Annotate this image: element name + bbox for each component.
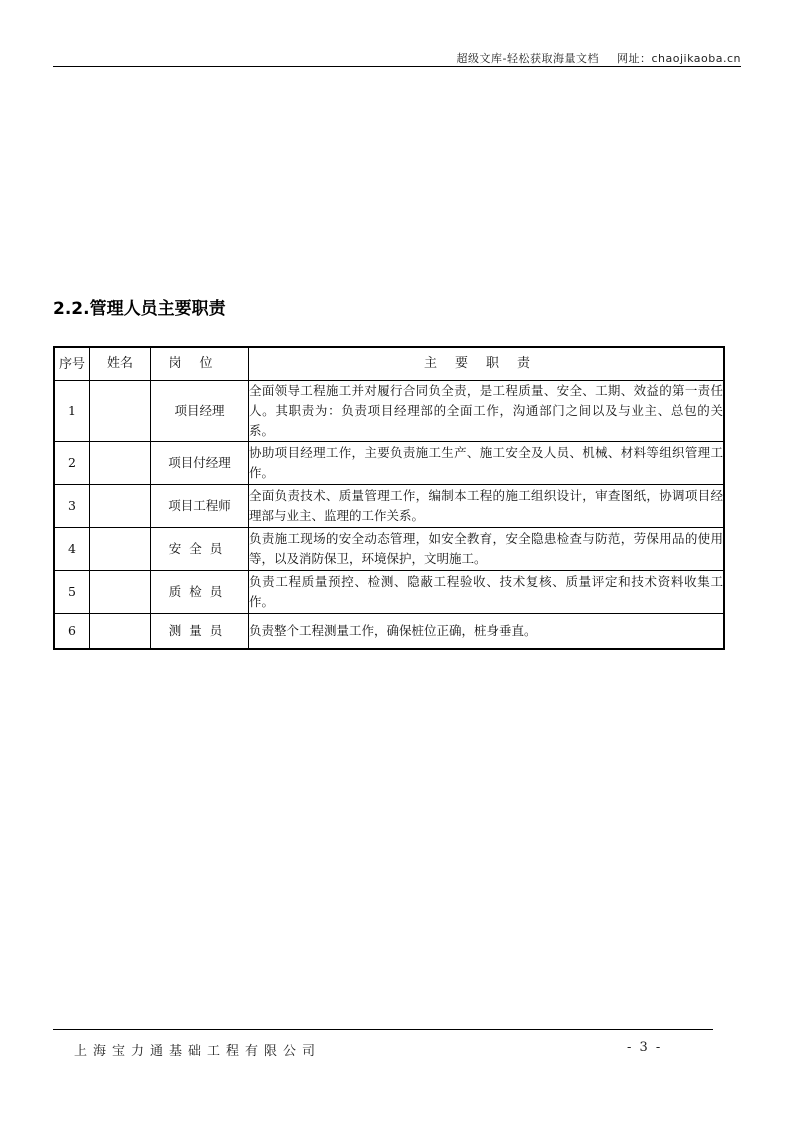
row-duty: 协助项目经理工作，主要负责施工生产、施工安全及人员、机械、材料等组织管理工作。	[249, 442, 725, 485]
table-header-row	[54, 347, 724, 381]
table-row	[54, 571, 724, 614]
table-row	[54, 614, 724, 650]
row-duty: 负责整个工程测量工作，确保桩位正确，桩身垂直。	[249, 614, 725, 650]
row-name	[90, 381, 151, 442]
row-position: 质检员	[151, 571, 249, 614]
table-row	[54, 528, 724, 571]
row-duty: 负责工程质量预控、检测、隐蔽工程验收、技术复核、质量评定和技术资料收集工作。	[249, 571, 725, 614]
row-position: 项目经理	[151, 381, 249, 442]
header-name: 姓名	[90, 347, 151, 381]
header-duty: 主要职责	[249, 347, 725, 381]
table-row	[54, 381, 724, 442]
row-no: 3	[54, 485, 90, 528]
footer-company: 上海宝力通基础工程有限公司	[74, 1044, 322, 1059]
row-duty: 负责施工现场的安全动态管理，如安全教育，安全隐患检查与防范，劳保用品的使用等，以及消防保卫，环境保护，文明施工。	[249, 528, 725, 571]
header-site-name: 超级文库-轻松获取海量文档	[456, 52, 599, 65]
row-position: 项目工程师	[151, 485, 249, 528]
section-title: 2.2.管理人员主要职责	[53, 299, 226, 319]
header-position: 岗位	[151, 347, 249, 381]
row-name	[90, 614, 151, 650]
row-position: 测量员	[151, 614, 249, 650]
header-url: 网址：chaojikaoba.cn	[617, 52, 741, 65]
header-divider	[53, 66, 741, 67]
row-no: 5	[54, 571, 90, 614]
page-number: - 3 -	[627, 1040, 663, 1055]
row-no: 6	[54, 614, 90, 650]
table-row	[54, 442, 724, 485]
row-no: 2	[54, 442, 90, 485]
row-name	[90, 571, 151, 614]
row-no: 4	[54, 528, 90, 571]
row-position: 项目付经理	[151, 442, 249, 485]
table-row	[54, 485, 724, 528]
footer-divider	[53, 1029, 713, 1030]
row-name	[90, 528, 151, 571]
page-header	[457, 50, 741, 66]
responsibilities-table	[53, 346, 725, 650]
row-duty: 全面领导工程施工并对履行合同负全责，是工程质量、安全、工期、效益的第一责任人。其职责为：负责项目经理部的全面工作，沟通部门之间以及与业主、总包的关系。	[249, 381, 725, 442]
row-name	[90, 442, 151, 485]
row-position: 安全员	[151, 528, 249, 571]
row-duty: 全面负责技术、质量管理工作，编制本工程的施工组织设计，审查图纸，协调项目经理部与业主、监理的工作关系。	[249, 485, 725, 528]
header-no: 序号	[54, 347, 90, 381]
row-no: 1	[54, 381, 90, 442]
row-name	[90, 485, 151, 528]
